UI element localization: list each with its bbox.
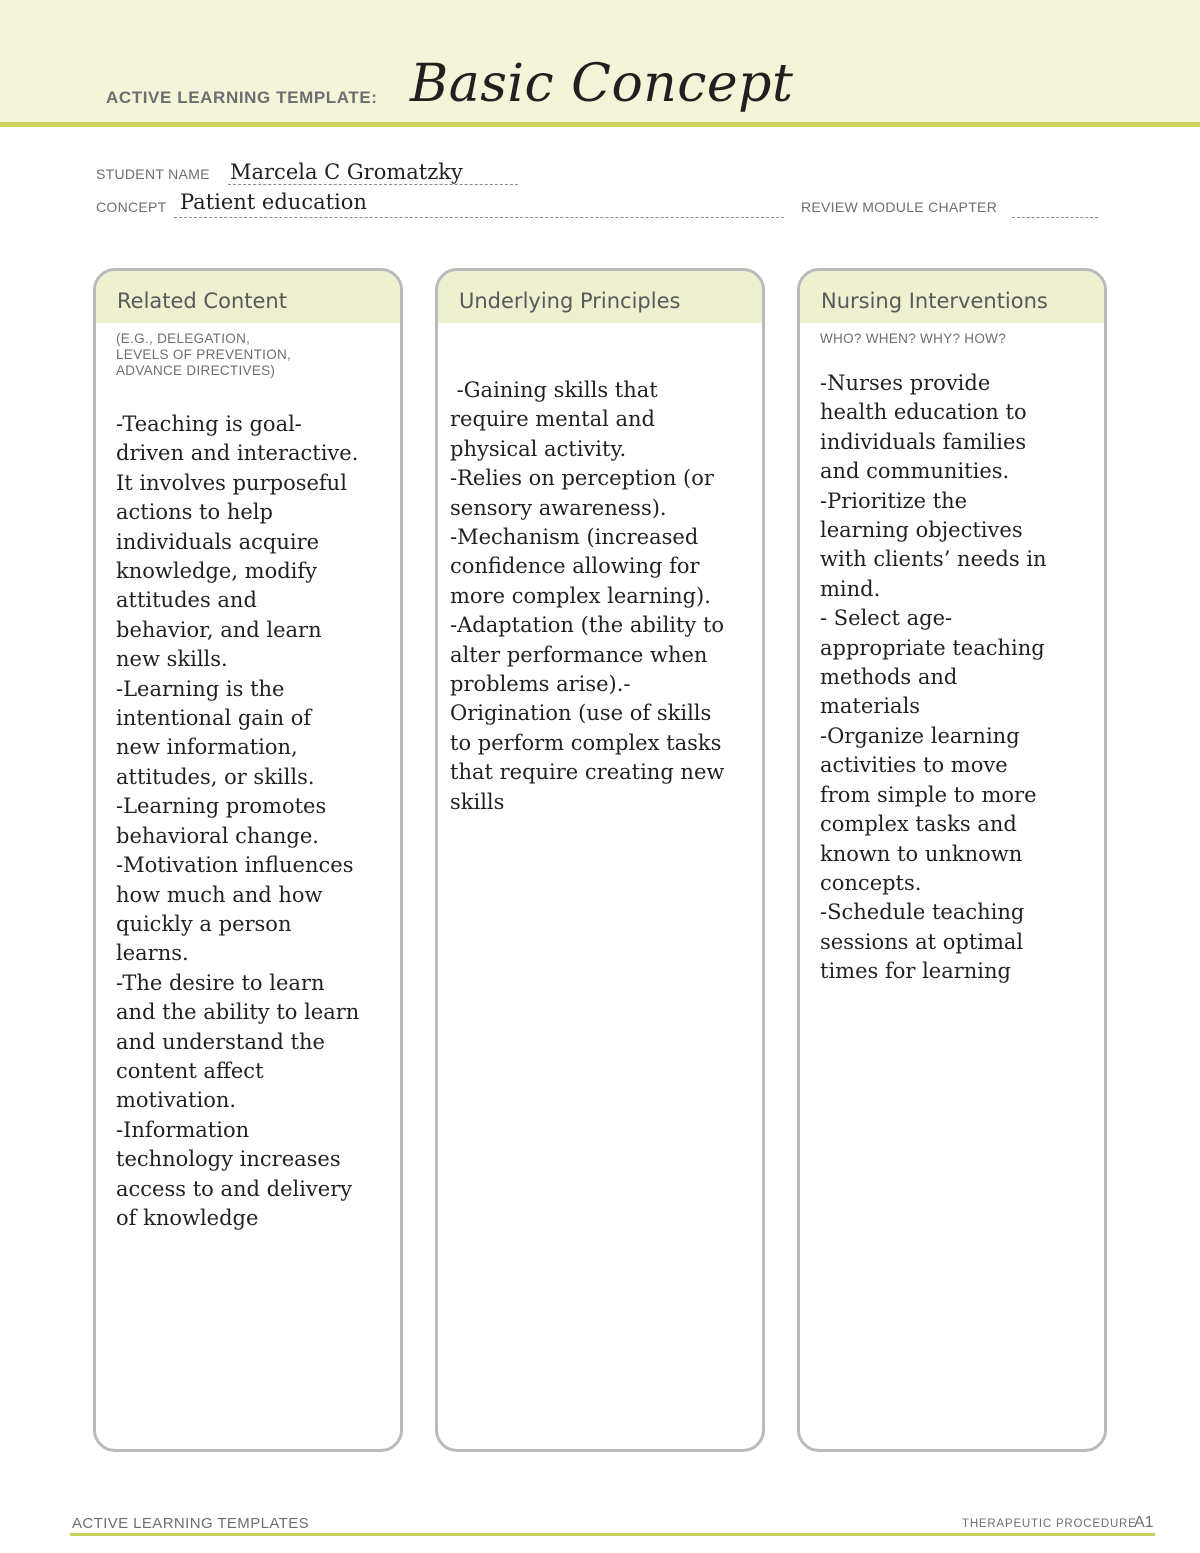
text-line: concepts.: [820, 870, 922, 895]
related-content-box: [93, 268, 403, 1452]
related-content-heading: Related Content: [96, 271, 400, 323]
text-line: -Prioritize the: [820, 488, 968, 513]
underlying-principles-box: [435, 268, 765, 1452]
text-line: attitudes, or skills.: [116, 764, 315, 789]
text-line: mind.: [820, 576, 881, 601]
text-line: -Teaching is goal-: [116, 412, 302, 436]
text-line: activities to move: [820, 753, 1008, 778]
text-line: individuals families: [820, 429, 1027, 454]
footer-right-label: THERAPEUTIC PROCEDURE: [962, 1518, 1137, 1530]
text-line: knowledge, modify: [116, 559, 318, 584]
text-line: -The desire to learn: [116, 970, 325, 995]
underlying-principles-text[interactable]: [450, 376, 762, 817]
text-line: new skills.: [116, 647, 228, 672]
text-line: that require creating new: [450, 760, 725, 785]
student-name-label: STUDENT NAME: [96, 166, 210, 182]
review-module-label: REVIEW MODULE CHAPTER: [801, 199, 998, 215]
text-line: motivation.: [116, 1088, 237, 1113]
text-line: learns.: [116, 941, 189, 966]
text-line: sensory awareness).: [450, 495, 667, 520]
text-line: more complex learning).: [450, 583, 711, 608]
footer-page-code: A1: [1134, 1514, 1154, 1531]
concept-field[interactable]: Patient education: [180, 190, 367, 214]
text-line: driven and interactive.: [116, 441, 359, 466]
text-line: how much and how: [116, 882, 323, 907]
text-line: behavior, and learn: [116, 617, 322, 642]
text-line: materials: [820, 694, 921, 719]
text-line: times for learning: [820, 959, 1011, 984]
text-line: -Relies on perception (or: [450, 466, 714, 491]
nursing-interventions-heading: Nursing Interventions: [800, 271, 1104, 323]
text-line: appropriate teaching: [820, 635, 1045, 660]
subheading-line: ADVANCE DIRECTIVES): [116, 363, 276, 378]
text-line: -Learning is the: [116, 676, 285, 701]
text-line: physical activity.: [450, 436, 627, 461]
text-line: health education to: [820, 400, 1027, 425]
text-line: -Mechanism (increased: [450, 525, 699, 550]
text-line: and understand the: [116, 1029, 325, 1054]
text-line: -Nurses provide: [820, 371, 991, 395]
text-line: individuals acquire: [116, 529, 320, 554]
template-label: ACTIVE LEARNING TEMPLATE:: [106, 88, 378, 107]
text-line: methods and: [820, 665, 958, 690]
concept-label: CONCEPT: [96, 199, 167, 215]
text-line: from simple to more: [820, 782, 1037, 807]
subheading-line: LEVELS OF PREVENTION,: [116, 347, 292, 362]
text-line: new information,: [116, 735, 298, 760]
text-line: Origination (use of skills: [450, 701, 712, 726]
text-line: technology increases: [116, 1147, 341, 1172]
text-line: and communities.: [820, 459, 1010, 484]
text-line: attitudes and: [116, 588, 257, 613]
text-line: problems arise).-: [450, 672, 631, 697]
student-name-field[interactable]: Marcela C Gromatzky: [230, 160, 463, 184]
text-line: It involves purposeful: [116, 470, 347, 495]
footer-divider: [70, 1533, 1155, 1536]
text-line: sessions at optimal: [820, 929, 1024, 954]
text-line: actions to help: [116, 500, 273, 525]
related-content-text[interactable]: [116, 410, 400, 1233]
text-line: and the ability to learn: [116, 1000, 360, 1025]
nursing-interventions-text[interactable]: [820, 369, 1104, 987]
text-line: of knowledge: [116, 1205, 259, 1230]
text-line: known to unknown: [820, 841, 1023, 866]
text-line: access to and delivery: [116, 1176, 353, 1201]
text-line: skills: [450, 789, 505, 814]
underlying-principles-heading: Underlying Principles: [438, 271, 762, 323]
text-line: -Schedule teaching: [820, 900, 1025, 925]
text-line: behavioral change.: [116, 823, 319, 848]
text-line: intentional gain of: [116, 706, 312, 731]
template-title: Basic Concept: [410, 54, 794, 114]
text-line: -Gaining skills that: [450, 378, 658, 402]
related-content-subheading: [116, 331, 400, 379]
nursing-interventions-box: [797, 268, 1107, 1452]
text-line: with clients’ needs in: [820, 547, 1047, 572]
text-line: content affect: [116, 1058, 264, 1083]
footer-left-label: ACTIVE LEARNING TEMPLATES: [72, 1515, 309, 1532]
review-module-field[interactable]: [1012, 191, 1098, 218]
text-line: -Information: [116, 1117, 250, 1142]
text-line: learning objectives: [820, 518, 1023, 543]
text-line: confidence allowing for: [450, 554, 700, 579]
nursing-interventions-subheading: [820, 331, 1104, 347]
subheading-line: (E.G., DELEGATION,: [116, 331, 251, 346]
text-line: to perform complex tasks: [450, 730, 722, 755]
text-line: complex tasks and: [820, 812, 1017, 837]
header-divider: [0, 122, 1200, 127]
text-line: require mental and: [450, 407, 655, 432]
text-line: -Adaptation (the ability to: [450, 613, 725, 638]
subheading-line: WHO? WHEN? WHY? HOW?: [820, 331, 1007, 346]
text-line: -Organize learning: [820, 723, 1020, 748]
text-line: -Learning promotes: [116, 794, 327, 819]
text-line: - Select age-: [820, 606, 953, 631]
text-line: alter performance when: [450, 642, 708, 667]
text-line: -Motivation influences: [116, 853, 354, 878]
text-line: quickly a person: [116, 911, 292, 936]
